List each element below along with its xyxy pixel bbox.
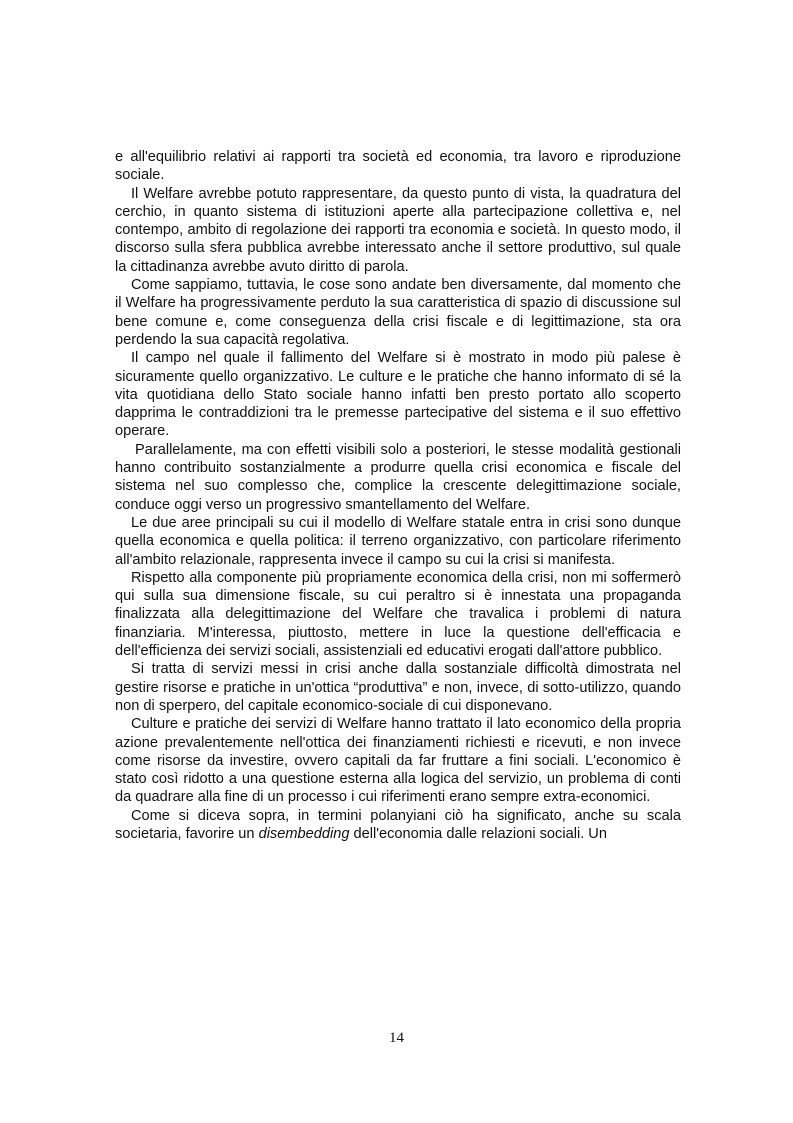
paragraph-10-end: dell'economia dalle relazioni sociali. Un <box>349 825 607 842</box>
paragraph-7: Rispetto alla componente più propriamente economica della crisi, non mi soffermerò qui sulla sua dimensione fiscale, su cui peraltro si è innestata una propaganda finalizzata alla delegittimazione del Welfare che travalica i problemi di natura finanziaria. M'interessa, piuttosto, mettere in luce la questione dell'efficacia e dell'efficienza dei servizi sociali, assistenziali ed educativi erogati dall'attore pubblico. <box>115 569 681 660</box>
paragraph-5: Parallelamente, ma con effetti visibili solo a posteriori, le stesse modalità gestionali hanno contribuito sostanzialmente a produrre quella crisi economica e fiscale del sistema nel suo complesso che, complice la crescente delegittimazione sociale, conduce oggi verso un progressivo smantellamento del Welfare. <box>115 441 681 513</box>
paragraph-10-start: Come si diceva sopra, in termini polanyiani ciò ha significato, anche su scala societaria, favorire un <box>115 807 681 842</box>
paragraph-4: Il campo nel quale il fallimento del Welfare si è mostrato in modo più palese è sicuramente quello organizzativo. Le culture e le pratiche che hanno informato di sé la vita quotidiana dello Stato sociale hanno infatti ben presto portato allo scoperto dapprima le contraddizioni tra le premesse partecipative del sistema e il suo effettivo operare. <box>115 350 681 440</box>
paragraph-8: Si tratta di servizi messi in crisi anche dalla sostanziale difficoltà dimostrata nel gestire risorse e pratiche in un'ottica “produttiva” e non, invece, di sotto-utilizzo, quando non di sperpero, del capitale economico-sociale di cui disponevano. <box>115 661 681 714</box>
paragraph-2: Il Welfare avrebbe potuto rappresentare, da questo punto di vista, la quadratura del cerchio, in quanto sistema di istituzioni aperte alla partecipazione collettiva e, nel contempo, ambito di regolazione dei rapporti tra economia e società. In questo modo, il discorso sulla sfera pubblica avrebbe interessato anche il settore produttivo, sul quale la cittadinanza avrebbe avuto diritto di parola. <box>115 185 681 275</box>
paragraph-3: Come sappiamo, tuttavia, le cose sono andate ben diversamente, dal momento che il Welfare ha progressivamente perduto la sua caratteristica di spazio di discussione sul bene comune e, come conseguenza della crisi fiscale e di legittimazione, sta ora perdendo la sua capacità regolativa. <box>115 277 681 348</box>
page-number: 14 <box>389 1030 404 1046</box>
paragraph-10 <box>115 807 681 844</box>
paragraph-10-emphasis: disembedding <box>258 825 350 842</box>
paragraph-1: e all'equilibrio relativi ai rapporti tra società ed economia, tra lavoro e riproduzione sociale. <box>115 149 681 184</box>
paragraph-9: Culture e pratiche dei servizi di Welfare hanno trattato il lato economico della propria azione prevalentemente nell'ottica dei finanziamenti richiesti e ricevuti, e non invece come risorse da investire, ovvero capitali da far fruttare a fini sociali. L'economico è stato così ridotto a una questione esterna alla logica del servizio, un problema di conti da quadrare alla fine di un processo i cui riferimenti erano sempre extra-economici. <box>115 716 681 806</box>
body-text <box>115 148 681 843</box>
paragraph-6: Le due aree principali su cui il modello di Welfare statale entra in crisi sono dunque quella economica e quella politica: il terreno organizzativo, con particolare riferimento all'ambito relazionale, rappresenta invece il campo su cui la crisi si manifesta. <box>115 514 681 568</box>
